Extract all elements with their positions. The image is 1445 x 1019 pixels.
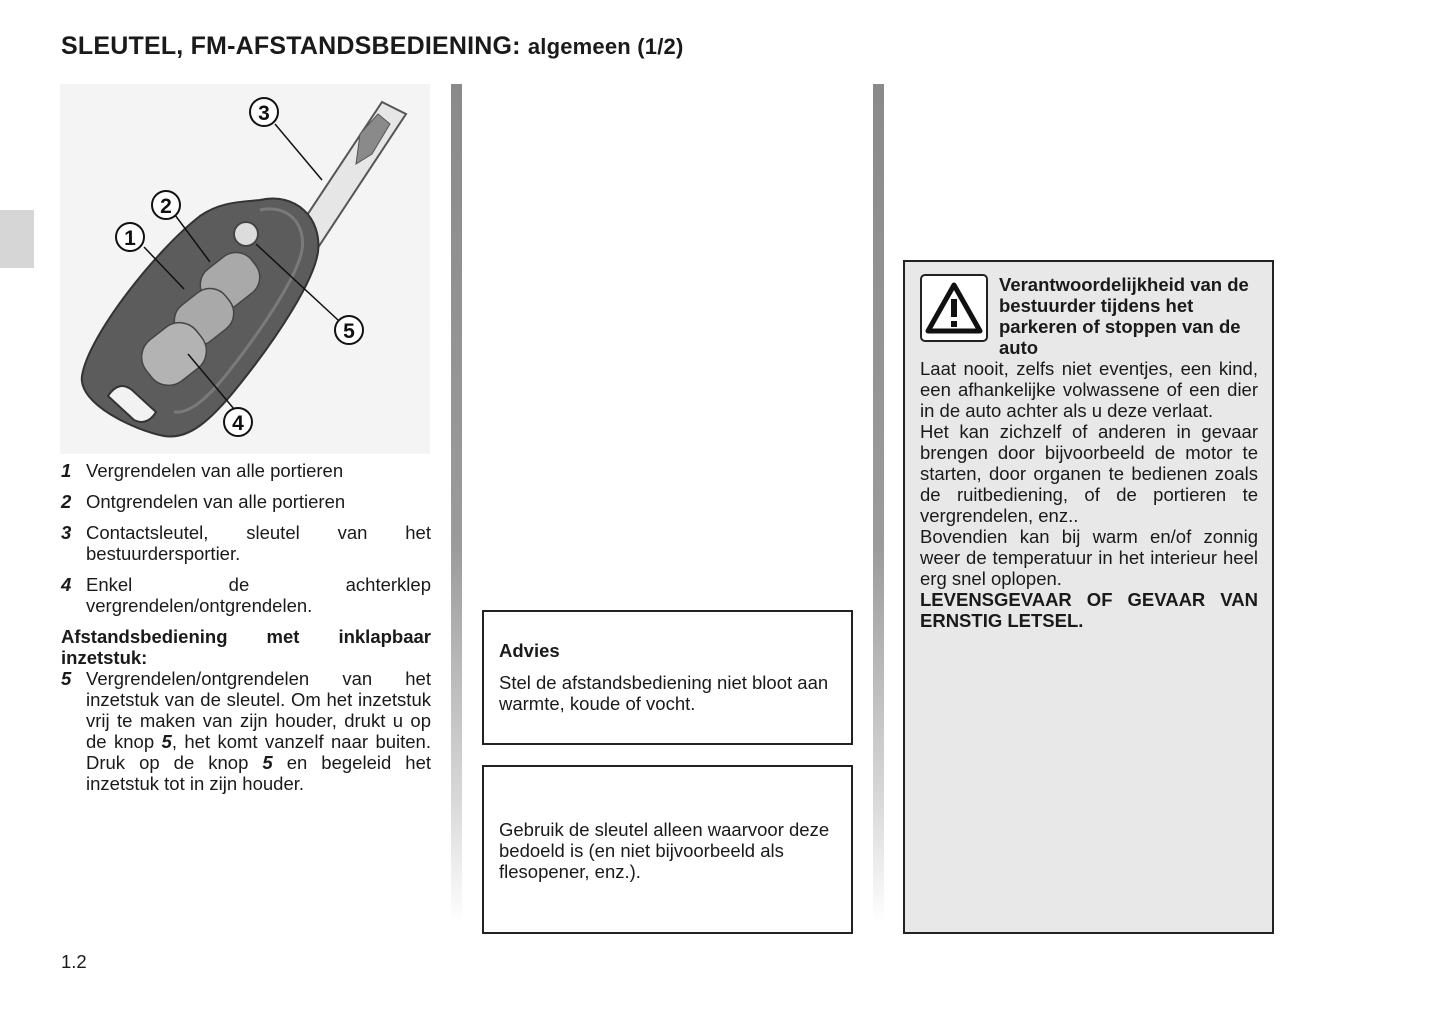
warning-triangle-icon <box>920 274 988 342</box>
legend-text: Enkel de achterklep vergrendelen/ontgrendelen. <box>86 574 431 616</box>
legend-item-4 <box>61 574 431 616</box>
legend-text: Contactsleutel, sleutel van het bestuurdersportier. <box>86 522 431 564</box>
callout-1: 1 <box>124 227 136 250</box>
legend-item-5 <box>61 668 431 794</box>
advice-heading: Advies <box>499 640 560 661</box>
callout-3: 3 <box>258 102 270 125</box>
item5-text-part3: en begeleid het inzetstuk tot in zijn houder. <box>86 752 431 794</box>
title-main: SLEUTEL, FM-AFSTANDSBEDIENING: <box>61 32 521 60</box>
warning-paragraph-1: Laat nooit, zelfs niet eventjes, een kind, een afhankelijke volwassene of een dier in de auto achter als u deze verlaat. <box>920 358 1258 421</box>
legend <box>61 460 431 794</box>
legend-num: 3 <box>61 522 72 543</box>
legend-text <box>86 668 431 794</box>
legend-num: 5 <box>61 668 72 689</box>
title-sub: algemeen (1/2) <box>527 34 684 59</box>
warning-final-text: LEVENSGEVAAR OF GEVAAR VAN ERNSTIG LETSEL. <box>920 589 1258 631</box>
warning-header <box>920 274 1258 358</box>
advice-text: Stel de afstandsbediening niet bloot aan warmte, koude of vocht. <box>499 672 829 714</box>
page-number: 1.2 <box>61 951 87 972</box>
warning-paragraph-3: Bovendien kan bij warm en/of zonnig weer de temperatuur in het interieur heel erg snel oplopen. <box>920 526 1258 589</box>
legend-text: Vergrendelen van alle portieren <box>86 460 344 481</box>
item5-ref-2: 5 <box>262 752 273 773</box>
column-divider-left <box>451 84 462 924</box>
legend-item-3 <box>61 522 431 564</box>
legend-item-2 <box>61 491 431 512</box>
column-divider-right <box>873 84 884 924</box>
warning-box <box>903 260 1274 934</box>
usage-note-box <box>482 765 853 934</box>
callout-4: 4 <box>232 412 244 435</box>
legend-text: Ontgrendelen van alle portieren <box>86 491 346 512</box>
callout-2: 2 <box>160 195 172 218</box>
item5-ref-1: 5 <box>161 731 172 752</box>
warning-paragraph-2: Het kan zichzelf of anderen in gevaar brengen door bijvoorbeeld de motor te starten, door organen te bedienen zoals de ruitbediening, of de portieren te vergrendelen, enz.. <box>920 421 1258 526</box>
legend-num: 1 <box>61 460 72 481</box>
legend-subheading: Afstandsbediening met inklapbaar inzetstuk: <box>61 626 431 668</box>
legend-num: 4 <box>61 574 72 595</box>
callout-5: 5 <box>343 320 355 343</box>
key-fob-illustration <box>60 84 430 454</box>
legend-num: 2 <box>61 491 72 512</box>
usage-note-text: Gebruik de sleutel alleen waarvoor deze bedoeld is (en niet bijvoorbeeld als flesopener, enz.). <box>499 819 830 882</box>
item5-text-part1: Vergrendelen/ontgrendelen van het inzetstuk van de sleutel. Om het inzetstuk vrij te maken van zijn houder, drukt u op de knop <box>86 668 431 752</box>
warning-body <box>920 358 1258 589</box>
page-title <box>61 32 683 61</box>
chapter-tab <box>0 210 34 268</box>
item5-text-part2: , het komt vanzelf naar buiten. Druk op de knop <box>86 731 431 773</box>
warning-title: Verantwoordelijkheid van de bestuurder tijdens het parkeren of stoppen van de auto <box>999 274 1249 358</box>
advice-box <box>482 610 853 745</box>
legend-item-1 <box>61 460 431 481</box>
